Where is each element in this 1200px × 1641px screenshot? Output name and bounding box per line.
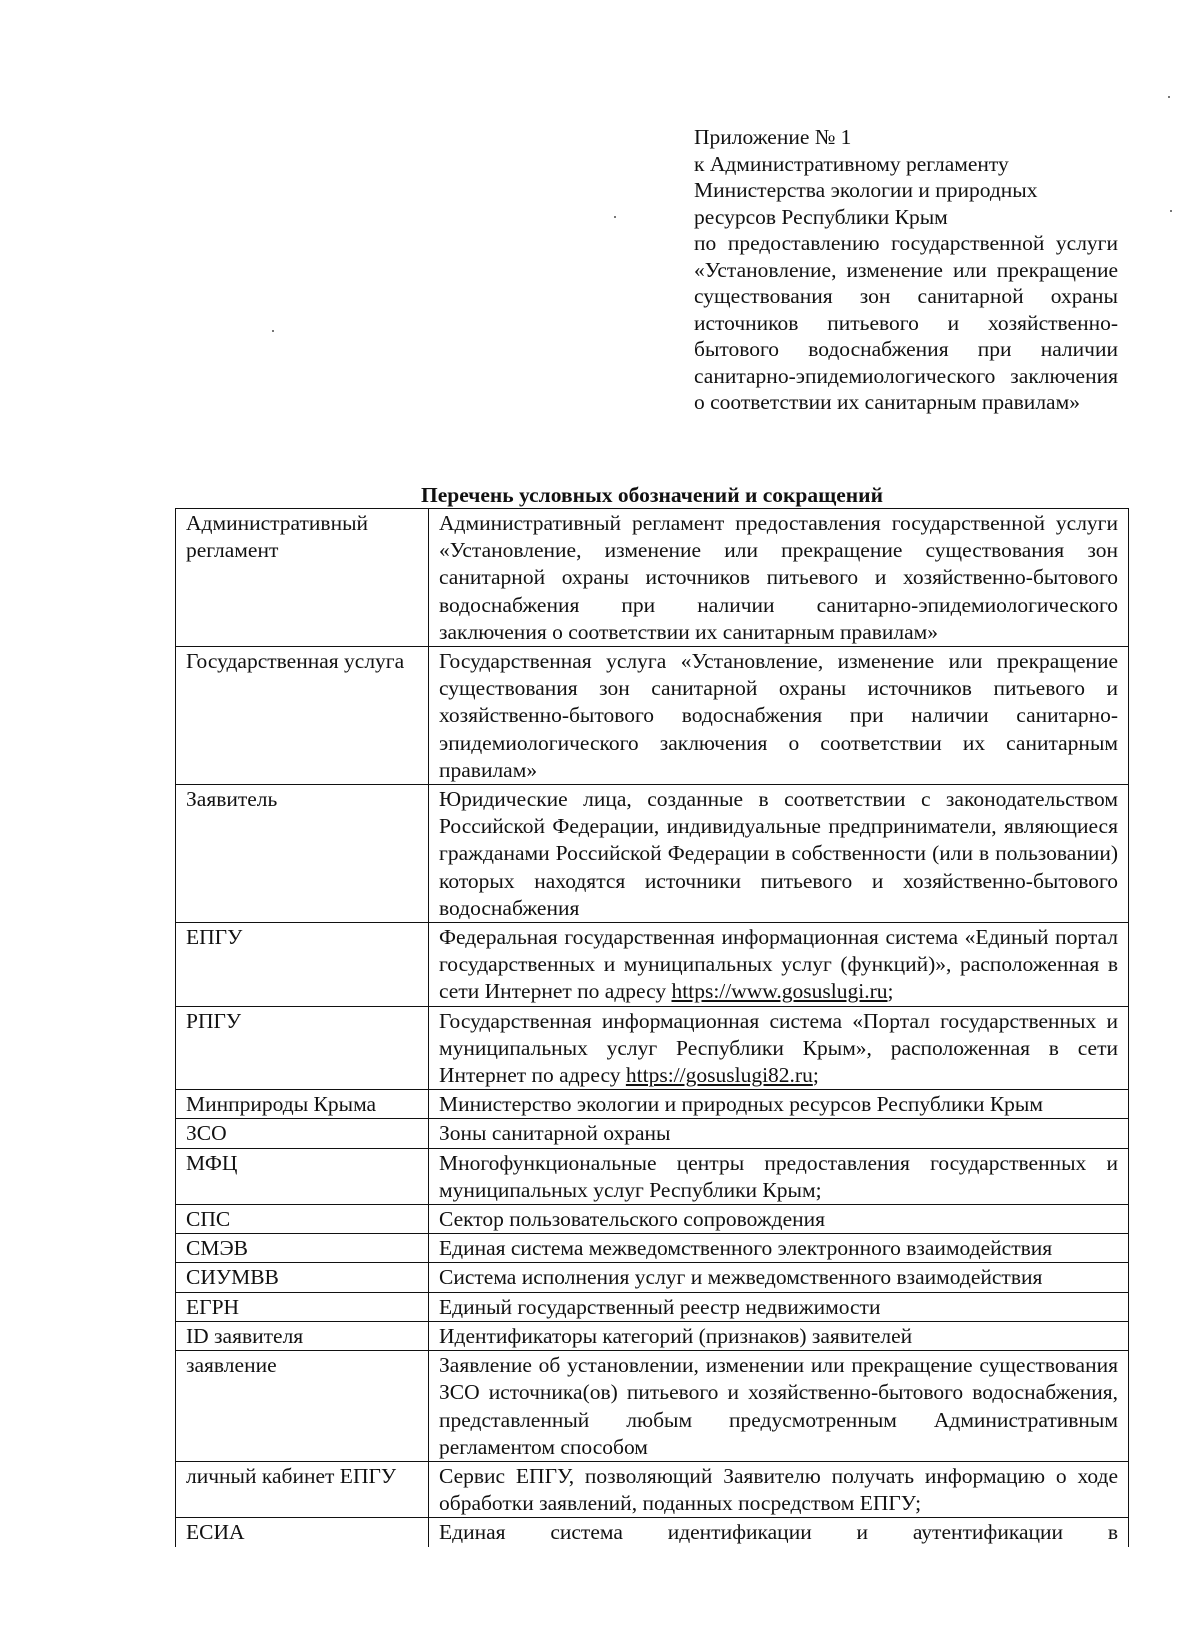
scan-speck [1170,210,1172,212]
table-row [176,1321,1129,1350]
epgu-url-link[interactable]: https://www.gosuslugi.ru [671,979,888,1004]
appendix-body: по предоставлению государственной услуги «Установление, изменение или прекращение существования зон санитарной охраны источников питьевого и хозяйственно-бытового водоснабжения при наличии санитарно-эпидемиологического заключения о соответствии их санитарным правилам» [694,231,1118,414]
term-cell: СИУМВВ [176,1263,429,1292]
table-row [176,1263,1129,1292]
table-row [176,1090,1129,1119]
term-cell: ЗСО [176,1119,429,1148]
table-row [176,1006,1129,1090]
definition-cell: Зоны санитарной охраны [429,1119,1129,1148]
term-cell: МФЦ [176,1148,429,1204]
definition-cell: Многофункциональные центры предоставления государственных и муниципальных услуг Республики Крым; [429,1148,1129,1204]
table-row [176,1205,1129,1234]
term-cell: ЕПГУ [176,923,429,1007]
definition-cell: Сектор пользовательского сопровождения [429,1205,1129,1234]
definition-cell: Единый государственный реестр недвижимости [429,1292,1129,1321]
definition-cell: Заявление об установлении, изменении или прекращение существования ЗСО источника(ов) питьевого и хозяйственно-бытового водоснабжения, представленный любым предусмотренным Административным регламентом способом [429,1351,1129,1462]
scan-speck [614,216,616,218]
table-row [176,1292,1129,1321]
definition-cell: Сервис ЕПГУ, позволяющий Заявителю получать информацию о ходе обработки заявлений, поданных посредством ЕПГУ; [429,1461,1129,1517]
definition-text: Государственная информационная система «Портал государственных и муниципальных услуг Республики Крым», расположенная в сети Интернет по адресу [439,1008,1118,1088]
definition-cell: Государственная услуга «Установление, изменение или прекращение существования зон санитарной охраны источников питьевого и хозяйственно-бытового водоснабжения при наличии санитарно-эпидемиологического заключения о соответствии их санитарным правилам» [429,647,1129,785]
term-cell: СПС [176,1205,429,1234]
definition-cell [429,1006,1129,1090]
table-row [176,785,1129,923]
definition-cell [429,923,1129,1007]
definition-cell: Единая система идентификации и аутентификации в [429,1518,1129,1547]
table-row [176,923,1129,1007]
definition-cell: Идентификаторы категорий (признаков) заявителей [429,1321,1129,1350]
appendix-line: ресурсов Республики Крым [694,204,948,229]
definition-text: Федеральная государственная информационная система «Единый портал государственных и муниципальных услуг (функций)», расположенная в сети Интернет по адресу [439,925,1118,1004]
table-row [176,1119,1129,1148]
scan-speck [272,330,274,332]
term-cell: РПГУ [176,1006,429,1090]
term-cell: ID заявителя [176,1321,429,1350]
term-cell: Минприроды Крыма [176,1090,429,1119]
rpgu-url-link[interactable]: https://gosuslugi82.ru [625,1063,813,1088]
appendix-line: к Административному регламенту [694,151,1009,176]
definition-cell: Министерство экологии и природных ресурсов Республики Крым [429,1090,1129,1119]
appendix-line: Приложение № 1 [694,125,852,149]
document-title: Перечень условных обозначений и сокращений [421,483,883,507]
table-row [176,1461,1129,1517]
scan-speck [1168,96,1170,98]
appendix-header [694,124,1118,416]
appendix-line: Министерства экологии и природных [694,178,1038,202]
term-cell: заявление [176,1351,429,1462]
term-cell: Заявитель [176,785,429,923]
term-cell: личный кабинет ЕПГУ [176,1461,429,1517]
definition-cell: Юридические лица, созданные в соответствии с законодательством Российской Федерации, индивидуальные предприниматели, являющиеся гражданами Российской Федерации в собственности (или в пользовании) которых находятся источники питьевого и хозяйственно-бытового водоснабжения [429,785,1129,923]
term-cell: Административный регламент [176,509,429,647]
definition-tail: ; [812,1063,819,1088]
definition-cell: Административный регламент предоставления государственной услуги «Установление, изменение или прекращение существования зон санитарной охраны источников питьевого и хозяйственно-бытового водоснабжения при наличии санитарно-эпидемиологического заключения о соответствии их санитарным правилам» [429,509,1129,647]
term-cell: ЕСИА [176,1518,429,1547]
abbreviations-table [175,508,1129,1547]
table-row [176,647,1129,785]
definition-cell: Система исполнения услуг и межведомственного взаимодействия [429,1263,1129,1292]
table-row [176,1351,1129,1462]
table-row [176,1518,1129,1547]
term-cell: ЕГРН [176,1292,429,1321]
term-cell: СМЭВ [176,1234,429,1263]
definition-tail: ; [887,979,894,1004]
definition-cell: Единая система межведомственного электронного взаимодействия [429,1234,1129,1263]
table-row [176,509,1129,647]
term-cell: Государственная услуга [176,647,429,785]
table-row [176,1234,1129,1263]
table-row [176,1148,1129,1204]
